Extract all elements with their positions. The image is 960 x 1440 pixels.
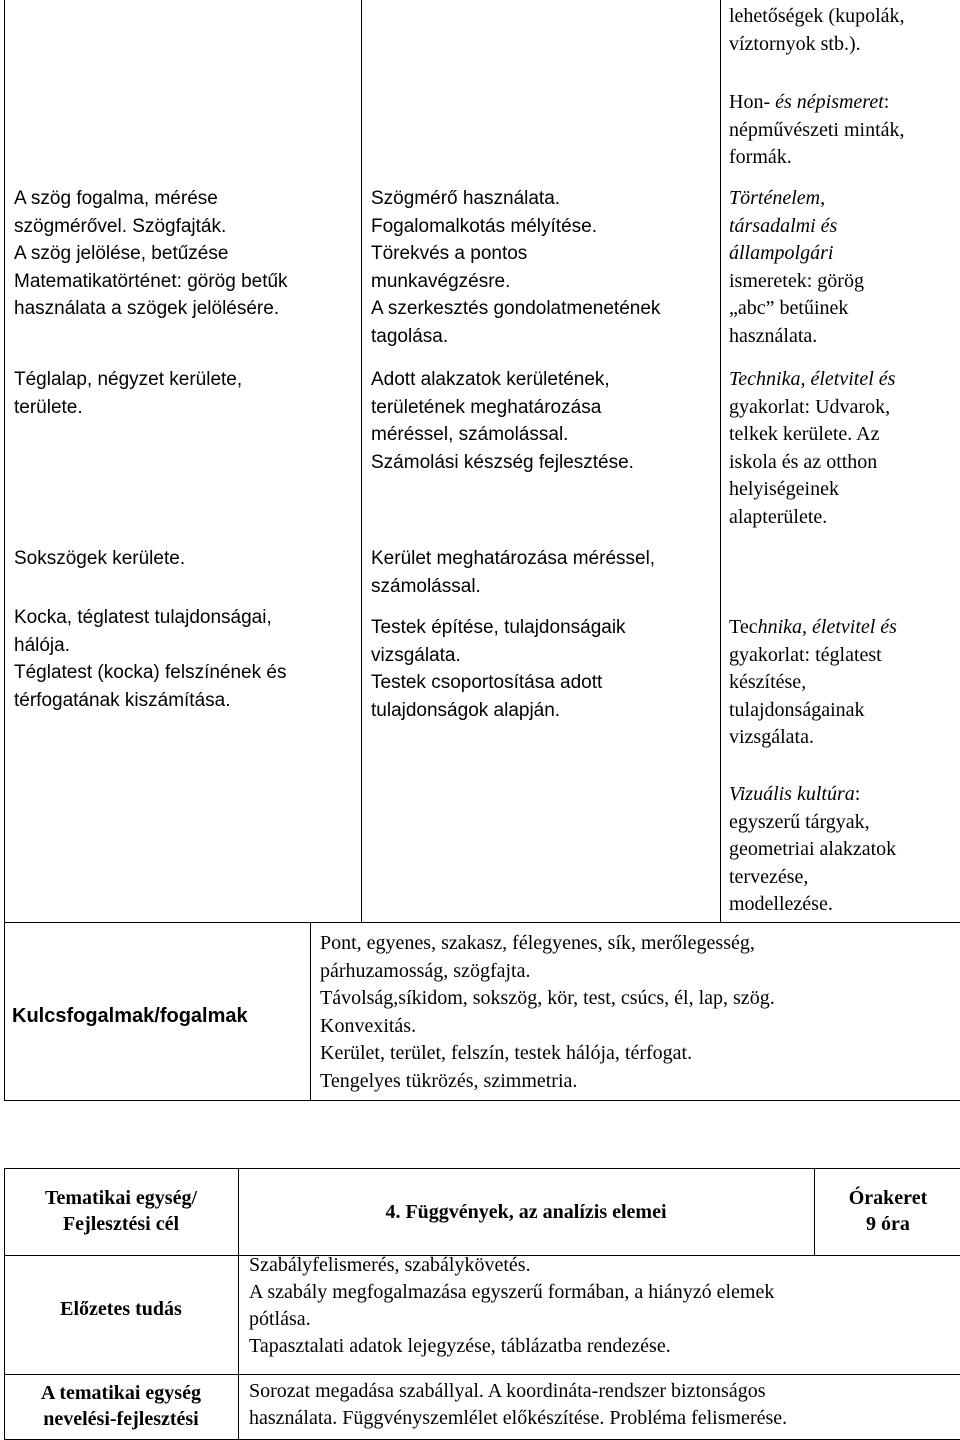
table-divider	[361, 0, 362, 922]
unit-label: Tematikai egység/ Fejlesztési cél	[44, 1187, 198, 1235]
table-divider	[310, 922, 311, 1101]
col1-rectangle-text: Téglalap, négyzet kerülete, területe.	[14, 369, 243, 418]
col1-polygon-text: Sokszögek kerülete.	[14, 548, 186, 569]
col2-solids-text: Testek építése, tulajdonságaik vizsgálata. Testek csoportosítása adott tulajdonságok alapján.	[371, 617, 626, 721]
col3-technika-text: Technika, életvitel és gyakorlat: Udvarok, telkek kerülete. Az iskola és az otthon helyiségeinek alapterülete.	[729, 368, 896, 528]
key-concepts-text: Pont, egyenes, szakasz, félegyenes, sík, merőlegesség, párhuzamosság, szögfajta. Távolság,síkidom, sokszög, kör, test, csúcs, él, lap, szög. Konvexitás. Kerület, terület, felszín, testek hálója, térfogat. Tengelyes tükrözés, szimmetria.	[320, 932, 775, 1092]
development-label: A tematikai egység nevelési-fejlesztési	[41, 1382, 201, 1430]
key-concepts-label: Kulcsfogalmak/fogalmak	[12, 1005, 248, 1027]
table-divider	[4, 1374, 960, 1375]
prior-knowledge-label: Előzetes tudás	[60, 1298, 182, 1320]
col2-protractor-text: Szögmérő használata. Fogalomalkotás mélyítése. Törekvés a pontos munkavégzésre. A szerkesztés gondolatmenetének tagolása.	[371, 188, 661, 347]
col3-vizualis-text: Vizuális kultúra: egyszerű tárgyak, geometriai alakzatok tervezése, modellezése.	[729, 783, 897, 915]
table-divider	[4, 922, 960, 923]
table-divider	[720, 0, 721, 922]
col3-top-text: lehetőségek (kupolák, víztornyok stb.).	[729, 5, 905, 55]
col2-perimeter-text: Adott alakzatok kerületének, területének meghatározása méréssel, számolással. Számolási készség fejlesztése.	[371, 369, 634, 473]
col2-measure-text: Kerület meghatározása méréssel, számolással.	[371, 548, 656, 597]
col1-cube-text: Kocka, téglatest tulajdonságai, hálója. Téglatest (kocka) felszínének és térfogatának kiszámítása.	[14, 607, 287, 711]
unit-title: 4. Függvények, az analízis elemei	[385, 1201, 667, 1223]
col3-technika2-text: Technika, életvitel és gyakorlat: téglatest készítése, tulajdonságainak vizsgálata.	[729, 616, 897, 748]
col1-angle-text: A szög fogalma, mérése szögmérővel. Szögfajták. A szög jelölése, betűzése Matematikatörténet: görög betűk használata a szögek jelölésére.	[14, 188, 288, 319]
col3-hon-text: Hon- és népismeret: népművészeti minták, formák.	[729, 91, 905, 168]
prior-knowledge-text: Szabályfelismerés, szabálykövetés. A szabály megfogalmazása egyszerű formában, a hiányzó elemek pótlása. Tapasztalati adatok lejegyzése, táblázatba rendezése.	[249, 1254, 775, 1357]
development-text: Sorozat megadása szabállyal. A koordináta-rendszer biztonságos használata. Függvényszemlélet előkészítése. Probléma felismerése.	[249, 1380, 788, 1429]
unit-hours: Órakeret 9 óra	[848, 1187, 928, 1235]
col3-tortenelem-text: Történelem, társadalmi és állampolgári ismeretek: görög „abc” betűinek használata.	[729, 187, 864, 347]
